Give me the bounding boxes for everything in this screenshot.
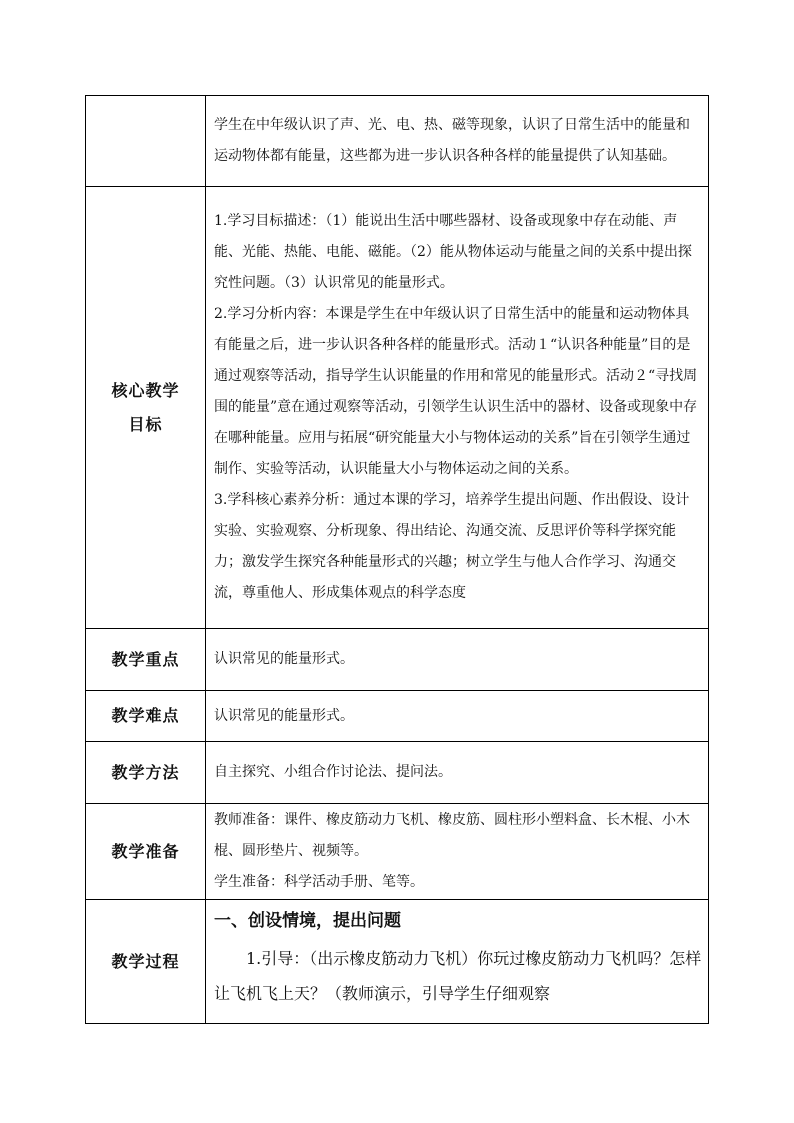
- key-point-cell: [206, 629, 709, 691]
- table-row: [86, 691, 709, 742]
- table-row: [86, 804, 709, 900]
- teacher-preparation-text: 教师准备：课件、橡皮筋动力飞机、橡皮筋、圆柱形小塑料盒、长木棍、小木棍、圆形垫片、视频等。: [214, 812, 690, 859]
- row-label-preparation: 教学准备: [86, 804, 206, 900]
- row-label-difficulty: 教学难点: [86, 691, 206, 742]
- difficulty-cell: [206, 691, 709, 742]
- methods-text: 自主探究、小组合作讨论法、提问法。: [214, 764, 452, 780]
- row-label-goals: [86, 187, 206, 629]
- table-row: [86, 96, 709, 187]
- goals-paragraph-2: 2.学习分析内容：本课是学生在中年级认识了日常生活中的能量和运动物体具有能量之后，进一步认识各种各样的能量形式。活动１“认识各种能量”目的是通过观察等活动，指导学生认识能量的作用和常见的能量形式。活动２“寻找周围的能量”意在通过观察等活动，引领学生认识生活中的器材、设备或现象中存在哪种能量。应用与拓展“研究能量大小与物体运动的关系”旨在引领学生通过制作、实验等活动，认识能量大小与物体运动之间的关系。: [214, 306, 698, 477]
- process-cell: [206, 900, 709, 1024]
- row-label-key-point: 教学重点: [86, 629, 206, 691]
- goals-paragraph-1: 1.学习目标描述：（1）能说出生活中哪些器材、设备或现象中存在动能、声能、光能、热能、电能、磁能。（2）能从物体运动与能量之间的关系中提出探究性问题。（3）认识常见的能量形式。: [214, 213, 692, 291]
- table-row: [86, 187, 709, 629]
- goals-label-line1: 核心教学: [111, 380, 180, 400]
- table-row: [86, 900, 709, 1024]
- row-label-methods: 教学方法: [86, 742, 206, 804]
- row-label-empty: [86, 96, 206, 187]
- student-analysis-cell: [206, 96, 709, 187]
- goals-label-line2: 目标: [128, 414, 163, 434]
- process-text: 1.引导：（出示橡皮筋动力飞机）你玩过橡皮筋动力飞机吗？怎样让飞机飞上天？（教师演示，引导学生仔细观察: [214, 949, 702, 1003]
- student-preparation-text: 学生准备：科学活动手册、笔等。: [214, 874, 424, 890]
- student-analysis-text: 学生在中年级认识了声、光、电、热、磁等现象，认识了日常生活中的能量和运动物体都有能量，这些都为进一步认识各种各样的能量提供了认知基础。: [214, 117, 690, 164]
- row-label-process: 教学过程: [86, 900, 206, 1024]
- table-row: [86, 742, 709, 804]
- methods-cell: [206, 742, 709, 804]
- table-row: [86, 629, 709, 691]
- difficulty-text: 认识常见的能量形式。: [214, 707, 354, 724]
- goals-cell: [206, 187, 709, 629]
- goals-paragraph-3: 3.学科核心素养分析：通过本课的学习，培养学生提出问题、作出假设、设计实验、实验观察、分析现象、得出结论、沟通交流、反思评价等科学探究能力；激发学生探究各种能量形式的兴趣；树立学生与他人合作学习、沟通交流，尊重他人、形成集体观点的科学态度: [214, 492, 690, 601]
- lesson-plan-table: [85, 95, 709, 1024]
- preparation-cell: [206, 804, 709, 900]
- key-point-text: 认识常见的能量形式。: [214, 651, 354, 667]
- process-heading: 一、创设情境，提出问题: [214, 911, 401, 931]
